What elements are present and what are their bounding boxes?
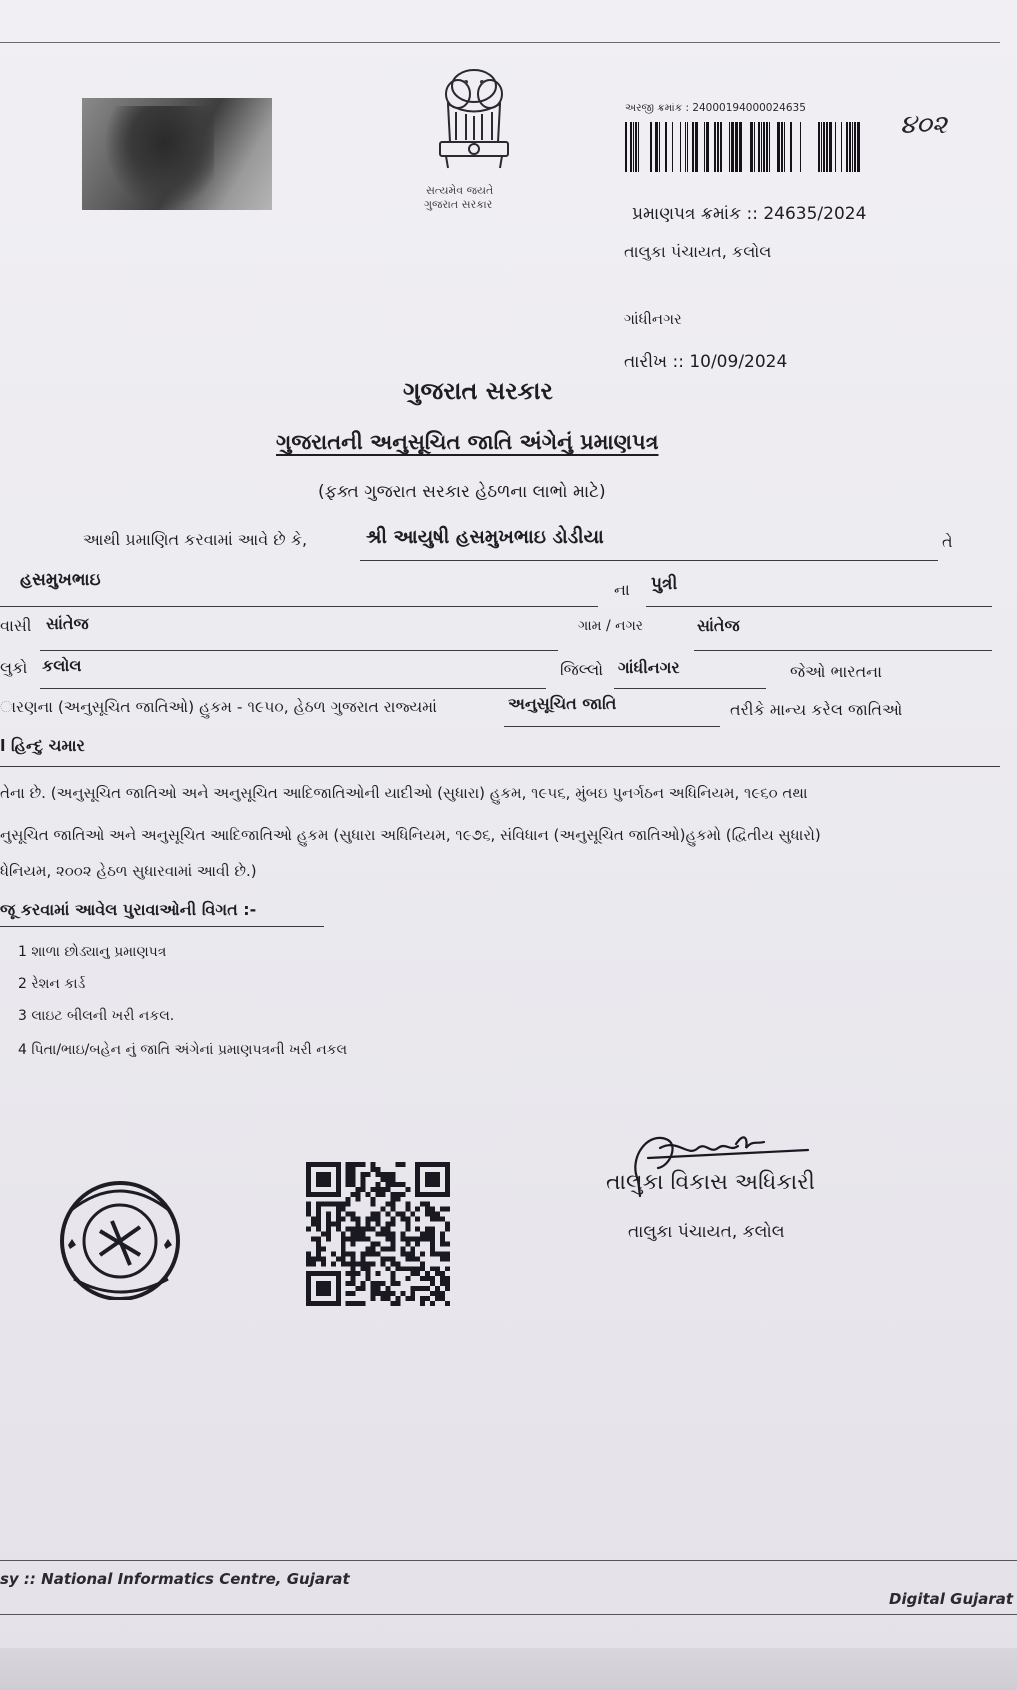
evidence-heading-line	[0, 926, 324, 927]
relation: પુત્રી	[651, 574, 678, 594]
category-line	[504, 726, 720, 727]
na-text: ના	[614, 580, 630, 599]
page-bottom-edge	[0, 1648, 1017, 1690]
certificate-subtitle: (ફક્ત ગુજરાત સરકાર હેઠળના લાભો માટે)	[318, 482, 606, 502]
signatory-designation: તાલુકા વિકાસ અધિકારી	[606, 1170, 815, 1195]
footer-credit: sy :: National Informatics Centre, Gujarat	[0, 1570, 350, 1588]
evidence-heading: જૂ કરવામાં આવેલ પુરાવાઓની વિગત :-	[0, 900, 257, 919]
vasi-line	[40, 650, 558, 651]
state-emblem-icon	[418, 64, 530, 184]
emblem-motto: સત્યમેવ જયતે	[426, 184, 494, 197]
district-line	[614, 688, 766, 689]
evidence-item: 3 લાઇટ બીલની ખરી નકલ.	[18, 1008, 175, 1024]
qr-code	[306, 1158, 450, 1310]
gam-label: ગામ / નગર	[578, 618, 644, 634]
footer-brand: Digital Gujarat	[889, 1590, 1014, 1608]
certificate-title: ગુજરાતની અનુસૂચિત જાતિ અંગેનું પ્રમાણપત્ર	[276, 430, 659, 454]
barcode	[625, 122, 861, 172]
vasi-label: વાસી	[0, 616, 32, 635]
signatory-office: તાલુકા પંચાયત, કલોલ	[628, 1222, 785, 1242]
top-border-line	[0, 42, 1000, 43]
bharat-text: જેઓ ભારતના	[790, 662, 883, 681]
gam-line	[694, 650, 992, 651]
te-text: તે	[942, 532, 953, 551]
gam-value: સાંતેજ	[697, 616, 740, 635]
district-value: ગાંધીનગર	[618, 658, 680, 677]
place: ગાંધીનગર	[624, 310, 682, 328]
intro-text: આથી પ્રમાણિત કરવામાં આવે છે કે,	[83, 530, 308, 549]
district-label: જિલ્લો	[560, 660, 604, 679]
applicant-name: શ્રી આયુષી હસમુખભાઇ ડોડીયા	[366, 526, 604, 548]
caste: l હિન્દુ ચમાર	[0, 736, 85, 755]
application-number: અરજી ક્રમાંક : 24000194000024635	[625, 102, 806, 114]
certificate-number: પ્રમાણપત્ર ક્રમાંક :: 24635/2024	[632, 204, 867, 224]
caste-line	[0, 766, 1000, 767]
issue-date: તારીખ :: 10/09/2024	[624, 352, 788, 372]
footer-bottom-line	[0, 1614, 1017, 1615]
recognised-text: તરીકે માન્ય કરેલ જાતિઓ	[730, 700, 903, 719]
office-seal-icon	[40, 1175, 200, 1300]
paragraph-line-3: ધેનિયમ, ૨૦૦૨ હેઠળ સુધારવામાં આવી છે.)	[0, 862, 257, 880]
category: અનુસૂચિત જાતિ	[508, 694, 617, 713]
evidence-item: 1 શાળા છોડ્યાનુ પ્રમાણપત્ર	[18, 944, 167, 960]
vasi-value: સાંતેજ	[46, 614, 89, 633]
applicant-photo	[82, 98, 272, 210]
footer-top-line	[0, 1560, 1017, 1561]
taluka-line	[40, 688, 546, 689]
applicant-name-line	[360, 560, 938, 561]
father-name-line	[0, 606, 598, 607]
government-title: ગુજરાત સરકાર	[403, 377, 553, 405]
handwritten-number: ૪૦૨	[900, 110, 948, 140]
evidence-item: 4 પિતા/ભાઇ/બહેન નું જાતિ અંગેનાં પ્રમાણપત્રની ખરી નકલ	[18, 1042, 348, 1058]
paragraph-line-1: તેના છે. (અનુસૂચિત જાતિઓ અને અનુસૂચિત આદિજાતિઓની યાદીઓ (સુધારા) હુકમ, ૧૯૫૬, મુંબઇ પુનર્ગઠન અધિનિયમ, ૧૯૬૦ તથા	[0, 784, 808, 802]
father-name: હસમુખભાઇ	[20, 570, 101, 590]
taluka-value: કલોલ	[42, 656, 82, 675]
relation-line	[646, 606, 992, 607]
taluka-label: લુકો	[0, 658, 28, 677]
issuing-office: તાલુકા પંચાયત, કલોલ	[624, 242, 772, 261]
evidence-item: 2 રેશન કાર્ડ	[18, 976, 86, 992]
order-text: ારણના (અનુસૂચિત જાતિઓ) હુકમ - ૧૯૫૦, હેઠળ ગુજરાત રાજ્યમાં	[0, 698, 437, 716]
emblem-caption: ગુજરાત સરકાર	[424, 198, 493, 211]
paragraph-line-2: નુસૂચિત જાતિઓ અને અનુસૂચિત આદિજાતિઓ હુકમ (સુધારા અધિનિયમ, ૧૯૭૬, સંવિધાન (અનુસૂચિત જાતિઓ)હુકમો (દ્વિતીય સુધારો)	[0, 826, 821, 844]
